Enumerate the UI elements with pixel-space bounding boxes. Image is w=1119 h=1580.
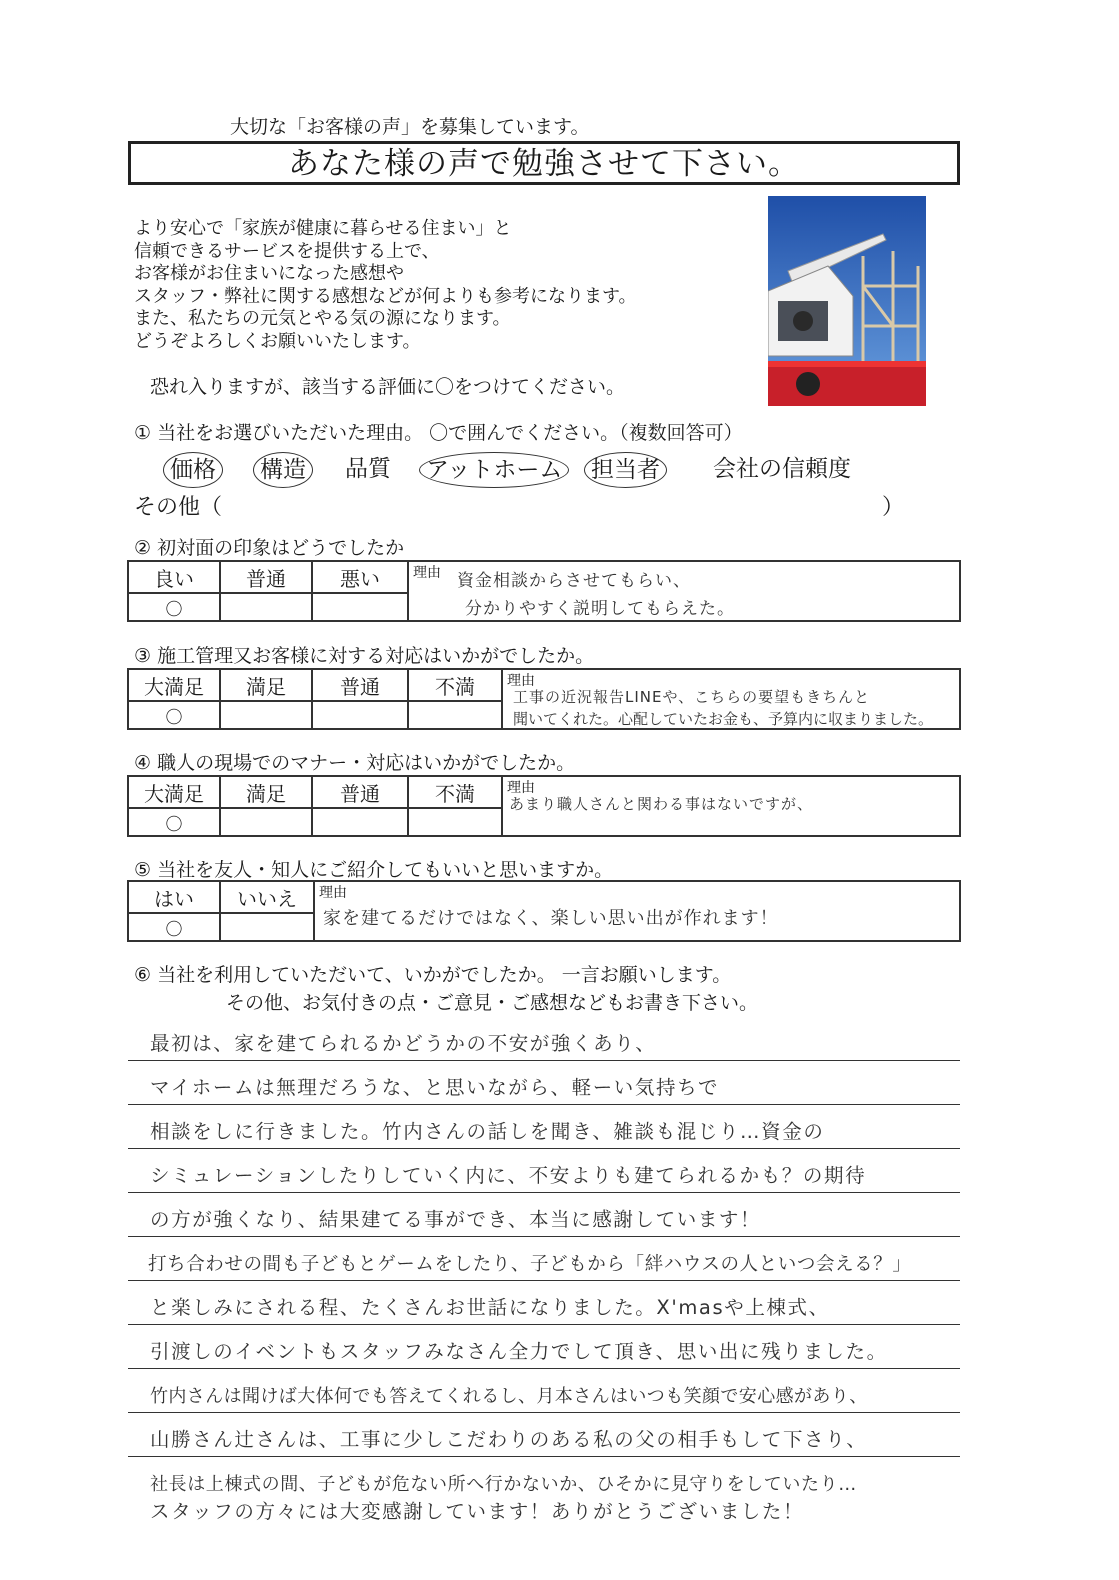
rating-header: 良い bbox=[128, 561, 220, 593]
comment-line bbox=[128, 1286, 960, 1325]
intro-line: 信頼できるサービスを提供する上で、 bbox=[134, 240, 440, 262]
comment-line bbox=[128, 1022, 960, 1061]
reason-text: 家を建てるだけではなく、楽しい思い出が作れます！ bbox=[323, 908, 779, 929]
comment-line bbox=[128, 1330, 960, 1369]
q1-other bbox=[134, 490, 904, 521]
rating-header: 悪い bbox=[312, 561, 408, 593]
comment-line bbox=[128, 1154, 960, 1193]
q2-reason-cell bbox=[408, 561, 960, 621]
comment-text: 引渡しのイベントもスタッフみなさん全力でして頂き、思い出に残りました。 bbox=[150, 1340, 888, 1363]
intro-line: より安心で「家族が健康に暮らせる住まい」と bbox=[134, 218, 512, 239]
q1-question: ① 当社をお選びいただいた理由。 〇で囲んでください。（複数回答可） bbox=[134, 422, 743, 444]
comment-text: 相談をしに行きました。竹内さんの話しを聞き、雑談も混じり…資金の bbox=[150, 1120, 825, 1143]
comment-line bbox=[128, 1490, 960, 1528]
rating-header: 普通 bbox=[312, 669, 408, 701]
instruction-text: 恐れ入りますが、該当する評価に〇をつけてください。 bbox=[150, 376, 626, 398]
intro-line: お客様がお住まいになった感想や bbox=[134, 263, 404, 285]
comment-text: スタッフの方々には大変感謝しています！ありがとうございました！ bbox=[150, 1500, 805, 1523]
intro-line: どうぞよろしくお願いいたします。 bbox=[134, 330, 421, 352]
q2-rating-table bbox=[127, 560, 961, 622]
rating-header: 不満 bbox=[408, 669, 502, 701]
comment-text: 社長は上棟式の間、子どもが危ない所へ行かないか、ひそかに見守りをしていたり… bbox=[150, 1474, 857, 1495]
reason-text: 資金相談からさせてもらい、 bbox=[457, 571, 691, 591]
reason-text: 聞いてくれた。心配していたお金も、予算内に収まりました。 bbox=[513, 710, 934, 728]
rating-cell[interactable] bbox=[312, 808, 408, 836]
q5-question: ⑤ 当社を友人・知人にご紹介してもいいと思いますか。 bbox=[134, 859, 614, 881]
rating-header: 不満 bbox=[408, 776, 502, 808]
rating-cell-selected[interactable]: 〇 bbox=[128, 593, 220, 621]
q4-rating-table bbox=[127, 775, 961, 837]
other-label: その他（ bbox=[134, 495, 223, 520]
q2-question: ② 初対面の印象はどうでしたか bbox=[134, 537, 405, 559]
comment-text: 竹内さんは聞けば大体何でも答えてくれるし、月本さんはいつも笑顔で安心感があり、 bbox=[150, 1386, 868, 1407]
comment-line bbox=[128, 1066, 960, 1105]
comment-text: と楽しみにされる程、たくさんお世話になりました。X'masや上棟式、 bbox=[150, 1296, 830, 1319]
option-trust[interactable]: 会社の信頼度 bbox=[713, 456, 851, 482]
rating-header: はい bbox=[128, 881, 220, 913]
q4-reason-cell bbox=[502, 776, 960, 836]
rating-cell-selected[interactable]: 〇 bbox=[128, 808, 220, 836]
q3-reason-cell bbox=[502, 669, 960, 729]
rating-cell[interactable] bbox=[408, 808, 502, 836]
comment-text: マイホームは無理だろうな、と思いながら、軽ーい気持ちで bbox=[150, 1076, 720, 1099]
option-quality[interactable]: 品質 bbox=[345, 456, 391, 482]
q5-rating-table bbox=[127, 880, 961, 942]
tagline: 大切な「お客様の声」を募集しています。 bbox=[230, 116, 590, 138]
rating-cell[interactable] bbox=[220, 913, 314, 941]
q6-question: ⑥ 当社を利用していただいて、いかがでしたか。 一言お願いします。 bbox=[134, 964, 732, 986]
rating-header: 満足 bbox=[220, 669, 312, 701]
q5-reason-cell bbox=[314, 881, 960, 941]
comment-line bbox=[128, 1198, 960, 1237]
reason-text: 工事の近況報告LINEや、こちらの要望もきちんと bbox=[513, 688, 871, 706]
option-price[interactable]: 価格 bbox=[163, 452, 223, 488]
intro-line: スタッフ・弊社に関する感想などが何よりも参考になります。 bbox=[134, 285, 637, 307]
q1-options bbox=[163, 452, 923, 488]
rating-cell-selected[interactable]: 〇 bbox=[128, 701, 220, 729]
comment-text: 山勝さん辻さんは、工事に少しこだわりのある私の父の相手もして下さり、 bbox=[150, 1428, 868, 1451]
rating-cell[interactable] bbox=[220, 808, 312, 836]
reason-text: あまり職人さんと関わる事はないですが、 bbox=[509, 795, 814, 813]
rating-header: いいえ bbox=[220, 881, 314, 913]
q4-question: ④ 職人の現場でのマナー・対応はいかがでしたか。 bbox=[134, 752, 576, 774]
comment-line bbox=[128, 1374, 960, 1413]
page-title: あなた様の声で勉強させて下さい。 bbox=[128, 141, 960, 185]
option-structure[interactable]: 構造 bbox=[253, 452, 313, 488]
comment-line bbox=[128, 1242, 960, 1281]
other-close: ） bbox=[881, 495, 904, 520]
q3-question: ③ 施工管理又お客様に対する対応はいかがでしたか。 bbox=[134, 645, 595, 667]
crane-photo bbox=[768, 196, 926, 406]
rating-header: 大満足 bbox=[128, 776, 220, 808]
rating-cell[interactable] bbox=[220, 593, 312, 621]
rating-cell-selected[interactable]: 〇 bbox=[128, 913, 220, 941]
q6-subtext: その他、お気付きの点・ご意見・ご感想などもお書き下さい。 bbox=[226, 992, 759, 1014]
rating-cell[interactable] bbox=[408, 701, 502, 729]
q3-rating-table bbox=[127, 668, 961, 730]
comment-line bbox=[128, 1418, 960, 1457]
reason-text: 分かりやすく説明してもらえた。 bbox=[465, 599, 735, 619]
reason-label: 理由 bbox=[507, 780, 535, 796]
intro-text bbox=[134, 218, 637, 354]
rating-cell[interactable] bbox=[312, 701, 408, 729]
comment-text: 最初は、家を建てられるかどうかの不安が強くあり、 bbox=[150, 1032, 657, 1055]
rating-cell[interactable] bbox=[312, 593, 408, 621]
intro-line: また、私たちの元気とやる気の源になります。 bbox=[134, 308, 511, 330]
rating-header: 普通 bbox=[220, 561, 312, 593]
reason-label: 理由 bbox=[413, 565, 441, 581]
reason-label: 理由 bbox=[507, 673, 535, 689]
rating-header: 満足 bbox=[220, 776, 312, 808]
rating-cell[interactable] bbox=[220, 701, 312, 729]
option-at-home[interactable]: アットホーム bbox=[419, 452, 569, 488]
option-staff[interactable]: 担当者 bbox=[584, 452, 667, 488]
comment-text: シミュレーションしたりしていく内に、不安よりも建てられるかも？の期待 bbox=[150, 1164, 867, 1187]
rating-header: 大満足 bbox=[128, 669, 220, 701]
comment-line bbox=[128, 1110, 960, 1149]
comment-text: の方が強くなり、結果建てる事ができ、本当に感謝しています！ bbox=[150, 1208, 762, 1231]
rating-header: 普通 bbox=[312, 776, 408, 808]
reason-label: 理由 bbox=[319, 885, 347, 901]
comment-text: 打ち合わせの間も子どもとゲームをしたり、子どもから「絆ハウスの人といつ会える？」 bbox=[148, 1254, 912, 1275]
